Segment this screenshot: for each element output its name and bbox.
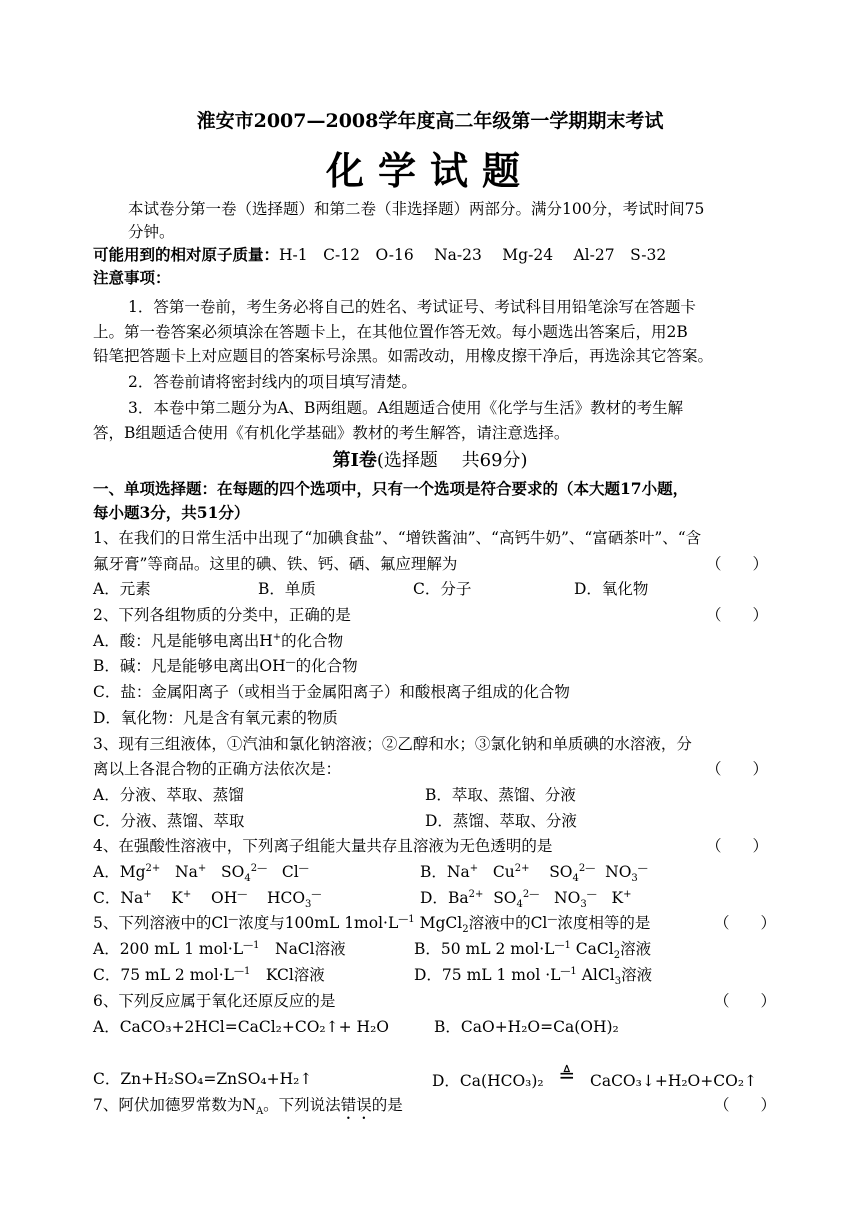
- q4-option-b: B．Na+ $Cu^{2+}$ $SO_4^{2—}$ $NO_3^—$: [420, 862, 648, 885]
- q3-stem-a: 3、现有三组液体，①汽油和氯化钠溶液；②乙醇和水；③氯化钠和单质碘的水溶液，分: [93, 735, 692, 753]
- q5-option-d: D．75 mL 1 mol $\cdot L^{—1}$ AlCl$_3$溶液: [414, 965, 653, 988]
- note-1b: 上。第一卷答案必须填涂在答题卡上，在其他位置作答无效。每小题选出答案后，用2B: [93, 323, 688, 341]
- q5-option-c: C．75 mL 2 $mol\cdot L^{—1}$ KCl溶液: [93, 965, 325, 984]
- q2-option-a: A．酸：凡是能够电离出H+的化合物: [93, 631, 344, 650]
- q3-answer-blank: （ ）: [706, 760, 769, 778]
- q5-answer-blank: （ ）: [714, 914, 777, 932]
- heat-symbol: ≜: [558, 1063, 576, 1087]
- note-1a: 1．答第一卷前，考生务必将自己的姓名、考试证号、考试科目用铅笔涂写在答题卡: [128, 298, 696, 316]
- q2-stem: 2、下列各组物质的分类中，正确的是: [93, 606, 351, 624]
- atomic-masses: [93, 244, 666, 266]
- q2-answer-blank: （ ）: [706, 606, 769, 624]
- q6-answer-blank: （ ）: [714, 992, 777, 1010]
- section-title: [0, 448, 860, 474]
- q1-stem-b: 氟牙膏”等商品。这里的碘、铁、钙、硒、氟应理解为: [93, 555, 458, 573]
- q6-option-b: B．CaO+H₂O=Ca(OH)₂: [434, 1018, 619, 1036]
- q6-option-a: A．CaCO₃+2HCl=CaCl₂+CO₂↑+ H₂O: [93, 1018, 389, 1036]
- q4-option-a: A．$Mg^{2+}$ Na+ $SO_4^{2—}$ Cl—: [93, 862, 309, 885]
- section-title-rest: (选择题 共69分): [376, 450, 528, 471]
- q5-stem: 5、下列溶液中的Cl—浓度与100mL $1mol\cdot L^{—1}$ MgCl$_2$溶液中的Cl—浓度相等的是: [93, 913, 651, 936]
- q7-answer-blank: （ ）: [714, 1096, 777, 1114]
- q1-option-d: D．氧化物: [574, 580, 649, 598]
- q1-option-c: C．分子: [413, 580, 472, 598]
- q6-option-d: D．Ca(HCO₃)₂ ≜ CaCO₃↓+H₂O+CO₂↑: [432, 1063, 758, 1090]
- q1-answer-blank: （ ）: [706, 555, 769, 573]
- q2-option-b: B．碱：凡是能够电离出OH—的化合物: [93, 656, 358, 675]
- subject-title: 化学试题: [325, 148, 534, 193]
- section-title-bold: 第Ⅰ卷: [332, 450, 377, 471]
- emphasis-word: 错误: [340, 1096, 372, 1114]
- q6-stem: 6、下列反应属于氧化还原反应的是: [93, 992, 336, 1010]
- q5-option-a: A．200 mL 1 $mol\cdot L^{—1}$ NaCl溶液: [93, 939, 346, 958]
- intro-line-1: 本试卷分第一卷（选择题）和第二卷（非选择题）两部分。满分100分，考试时间75: [128, 200, 705, 218]
- section-instructions-b: 每小题3分，共51分）: [93, 503, 250, 522]
- q7-stem: 7、阿伏加德罗常数为$N_A$。下列说法错误的是: [93, 1096, 403, 1118]
- atomic-masses-values: H-1 C-12 O-16 Na-23 Mg-24 Al-27 S-32: [279, 246, 667, 264]
- q4-option-c: C．Na+ K+ OH— $HCO_3^—$: [93, 888, 322, 911]
- q4-answer-blank: （ ）: [706, 837, 769, 855]
- q1-stem-a: 1、在我们的日常生活中出现了“加碘食盐”、“增铁酱油”、“高钙牛奶”、“富硒茶叶”、“含: [93, 529, 702, 547]
- q6-option-c: C．Zn+H₂SO₄=ZnSO₄+H₂↑: [93, 1070, 313, 1088]
- notes-label: 注意事项：: [93, 268, 171, 287]
- note-3a: 3．本卷中第二题分为A、B两组题。A组题适合使用《化学与生活》教材的考生解: [128, 399, 684, 417]
- intro-line-2: 分钟。: [128, 223, 175, 241]
- section-instructions-a: 一、单项选择题：在每题的四个选项中，只有一个选项是符合要求的（本大题17小题，: [93, 479, 689, 498]
- q3-option-b: B．萃取、蒸馏、分液: [425, 786, 576, 804]
- q3-option-a: A．分液、萃取、蒸馏: [93, 786, 244, 804]
- q2-option-d: D．氧化物：凡是含有氧元素的物质: [93, 709, 338, 727]
- note-3b: 答，B组题适合使用《有机化学基础》教材的考生解答，请注意选择。: [93, 424, 570, 442]
- atomic-masses-label: 可能用到的相对原子质量：: [93, 245, 280, 264]
- q4-option-d: D．$Ba^{2+}$ $SO_4^{2—}$ $NO_3^—$ K+: [420, 888, 632, 911]
- note-2: 2．答卷前请将密封线内的项目填写清楚。: [128, 373, 417, 391]
- note-1c: 铅笔把答题卡上对应题目的答案标号涂黑。如需改动，用橡皮擦干净后，再选涂其它答案。: [93, 347, 714, 365]
- q3-stem-b: 离以上各混合物的正确方法依次是：: [93, 760, 342, 778]
- q3-option-d: D．蒸馏、萃取、分液: [425, 812, 577, 830]
- q5-option-b: B．50 mL 2 $mol\cdot L^{—1}$ CaCl$_2$溶液: [414, 939, 652, 962]
- q4-stem: 4、在强酸性溶液中，下列离子组能大量共存且溶液为无色透明的是: [93, 837, 553, 855]
- q3-option-c: C．分液、蒸馏、萃取: [93, 812, 245, 830]
- q2-option-c: C．盐：金属阳离子（或相当于金属阳离子）和酸根离子组成的化合物: [93, 683, 570, 701]
- q1-option-a: A．元素: [93, 580, 151, 598]
- exam-title: 淮安市2007—2008学年度高二年级第一学期期末考试: [196, 110, 664, 132]
- q1-option-b: B．单质: [258, 580, 316, 598]
